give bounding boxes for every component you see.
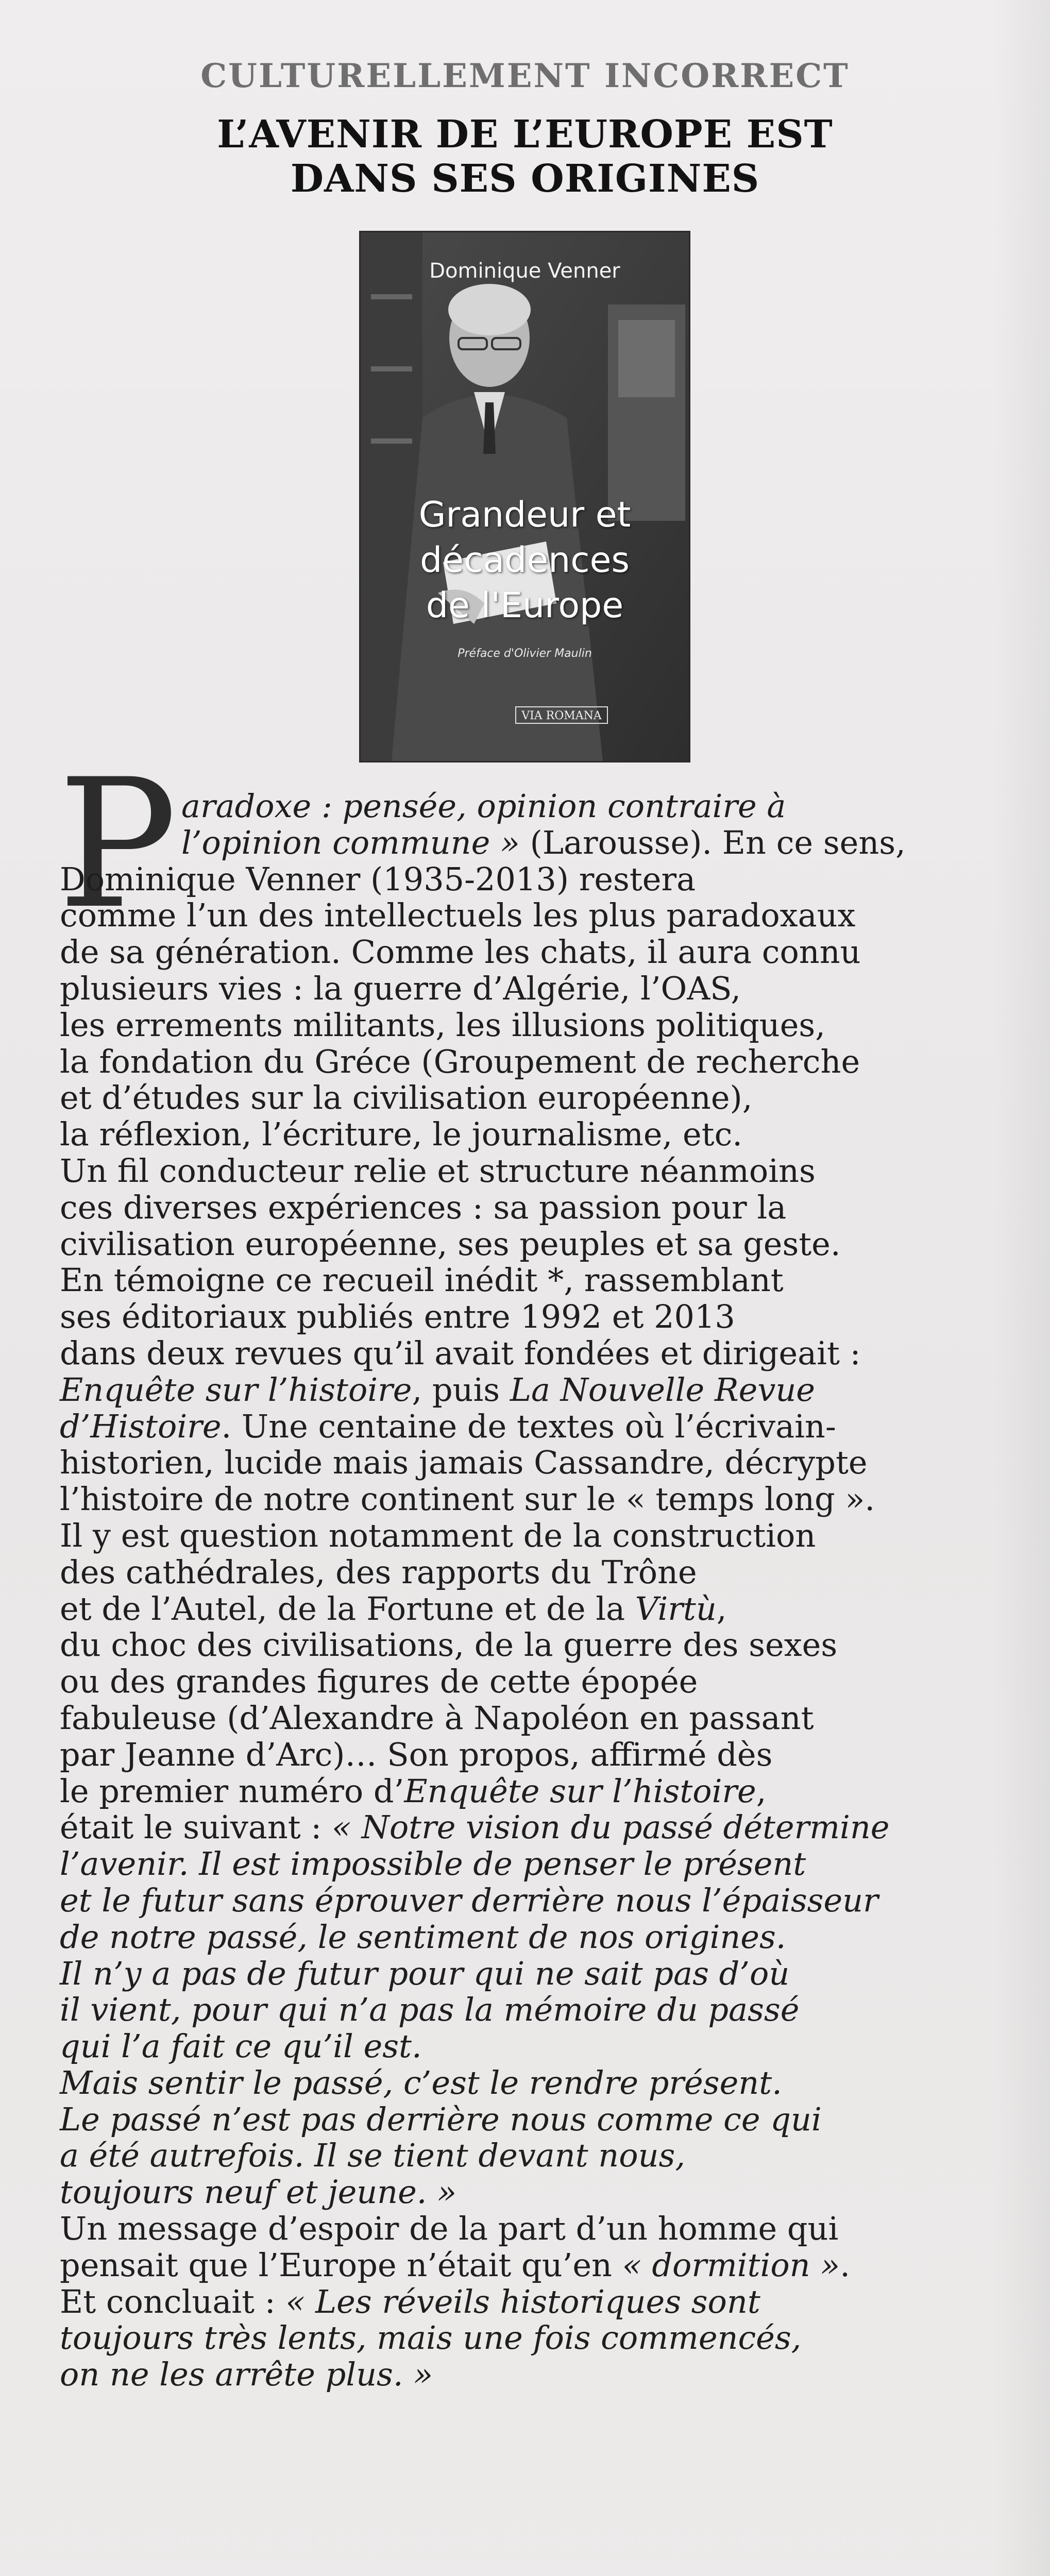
text: Dominique Venner (1935-2013) restera — [60, 860, 696, 898]
italic-text: de notre passé, le sentiment de nos origines. — [60, 1918, 786, 1956]
text: ou des grandes figures de cette épopée — [60, 1663, 698, 1701]
text: (Larousse). En ce sens, — [519, 823, 906, 861]
article-line — [60, 897, 997, 934]
article-line — [60, 2211, 997, 2247]
article-line — [60, 1226, 997, 1263]
article-line — [60, 1409, 997, 1445]
article-line — [60, 1080, 997, 1116]
text: l’histoire de notre continent sur le « temps long ». — [60, 1480, 875, 1518]
article-line — [60, 1700, 997, 1737]
article-line — [60, 2138, 997, 2174]
article-line — [60, 1262, 997, 1299]
text: , — [716, 1589, 727, 1628]
book-title-line-1: Grandeur et — [418, 495, 631, 535]
article-line — [60, 2174, 997, 2211]
text: des cathédrales, des rapports du Trône — [60, 1553, 697, 1591]
text: pensait que l’Europe n’était qu’en — [60, 2246, 622, 2284]
article-line — [60, 1445, 997, 1481]
article-line — [60, 2320, 997, 2357]
italic-text: on ne les arrête plus. » — [60, 2355, 433, 2394]
text: la fondation du Gréce (Groupement de recherche — [60, 1042, 860, 1080]
article-line — [60, 1372, 997, 1409]
article-line — [60, 2028, 997, 2065]
text: fabuleuse (d’Alexandre à Napoléon en passant — [60, 1699, 814, 1737]
text: historien, lucide mais jamais Cassandre, décrypte — [60, 1444, 868, 1482]
italic-text: toujours neuf et jeune. » — [60, 2173, 457, 2211]
article-line — [60, 2284, 997, 2320]
book-preface: Préface d'Olivier Maulin — [458, 647, 592, 660]
article-line — [60, 1153, 997, 1190]
article-line — [60, 1116, 997, 1153]
article-line — [60, 1664, 997, 1700]
article-line — [60, 1335, 997, 1372]
article-line — [60, 1190, 997, 1226]
italic-text: l’avenir. Il est impossible de penser le présent — [60, 1845, 806, 1883]
book-author: Dominique Venner — [429, 259, 620, 283]
text: Et concluait : — [60, 2282, 286, 2320]
article-line — [60, 934, 997, 971]
title-line-2: DANS SES ORIGINES — [290, 157, 760, 201]
article-line — [60, 825, 997, 861]
italic-text: il vient, pour qui n’a pas la mémoire du passé — [60, 1991, 800, 2029]
text: Il y est question notamment de la construction — [60, 1516, 816, 1554]
italic-text: et le futur sans éprouver derrière nous l’épaisseur — [60, 1881, 878, 1919]
article-line — [60, 1919, 997, 1956]
article-line — [60, 1883, 997, 1919]
text: . — [840, 2246, 850, 2284]
article-line — [60, 1044, 997, 1080]
italic-text: Enquête sur l’histoire — [404, 1772, 756, 1810]
section-kicker: CULTURELLEMENT INCORRECT — [200, 57, 850, 95]
article-line — [60, 1299, 997, 1335]
article-body — [60, 788, 997, 2393]
text: était le suivant : — [60, 1808, 332, 1846]
article-line — [60, 1992, 997, 2028]
italic-text: l’opinion commune » — [181, 823, 520, 861]
book-title — [361, 493, 689, 629]
text: par Jeanne d’Arc)… Son propos, affirmé dès — [60, 1735, 773, 1773]
italic-text: La Nouvelle Revue — [510, 1370, 815, 1409]
article-line — [60, 861, 997, 898]
article-line — [60, 1518, 997, 1554]
text: le premier numéro d’ — [60, 1772, 404, 1810]
text: du choc des civilisations, de la guerre des sexes — [60, 1626, 838, 1664]
article-line — [60, 1627, 997, 1664]
text: et de l’Autel, de la Fortune et de la — [60, 1589, 635, 1628]
article-line — [60, 2065, 997, 2102]
publisher-logo: VIA ROMANA — [515, 706, 608, 724]
italic-text: « Les réveils historiques sont — [285, 2282, 760, 2320]
text: comme l’un des intellectuels les plus paradoxaux — [60, 896, 856, 935]
text: , — [756, 1772, 767, 1810]
article-line — [60, 2247, 997, 2284]
article-title — [0, 112, 1050, 201]
italic-text: qui l’a fait ce qu’il est. — [60, 2027, 422, 2065]
italic-text: Enquête sur l’histoire — [60, 1370, 412, 1409]
article-line — [60, 1007, 997, 1044]
text: , puis — [412, 1370, 510, 1409]
text: En témoigne ce recueil inédit *, rassemblant — [60, 1261, 784, 1299]
text: ces diverses expériences : sa passion pour la — [60, 1188, 787, 1226]
italic-text: « dormition » — [622, 2246, 840, 2284]
italic-text: Mais sentir le passé, c’est le rendre présent. — [60, 2063, 782, 2102]
text: la réflexion, l’écriture, le journalisme, etc. — [60, 1115, 743, 1154]
italic-text: Le passé n’est pas derrière nous comme ce qui — [60, 2100, 822, 2138]
text: dans deux revues qu’il avait fondées et dirigeait : — [60, 1334, 861, 1372]
book-title-line-3: de l'Europe — [426, 585, 624, 626]
italic-text: toujours très lents, mais une fois commencés, — [60, 2319, 802, 2357]
article-line — [60, 1737, 997, 1773]
drop-cap: P — [58, 741, 178, 948]
article-line — [60, 1591, 997, 1628]
text: civilisation européenne, ses peuples et sa geste. — [60, 1225, 841, 1263]
italic-text: aradoxe : pensée, opinion contraire à — [181, 787, 786, 825]
article-line — [60, 971, 997, 1007]
article-line — [60, 1809, 997, 1846]
italic-text: Il n’y a pas de futur pour qui ne sait pas d’où — [60, 1954, 790, 1992]
book-title-line-2: décadences — [420, 540, 630, 581]
text: plusieurs vies : la guerre d’Algérie, l’OAS, — [60, 969, 741, 1007]
article-line — [60, 2357, 997, 2393]
article-line — [60, 1554, 997, 1591]
article-line — [60, 1956, 997, 1992]
text: . Une centaine de textes où l’écrivain- — [221, 1407, 836, 1445]
book-cover-image — [359, 231, 690, 762]
text: les errements militants, les illusions politiques, — [60, 1006, 825, 1044]
page-shadow — [993, 0, 1050, 2576]
italic-text: « Notre vision du passé détermine — [331, 1808, 890, 1846]
article-line — [60, 2102, 997, 2138]
text: et d’études sur la civilisation européenne), — [60, 1079, 753, 1117]
text: ses éditoriaux publiés entre 1992 et 2013 — [60, 1298, 735, 1336]
article-line — [60, 1773, 997, 1810]
italic-text: a été autrefois. Il se tient devant nous, — [60, 2137, 686, 2175]
title-line-1: L’AVENIR DE L’EUROPE EST — [217, 112, 833, 157]
article-line — [60, 1846, 997, 1883]
italic-text: d’Histoire — [60, 1407, 222, 1445]
text: Un fil conducteur relie et structure néanmoins — [60, 1151, 816, 1190]
article-line — [60, 788, 997, 825]
article-line — [60, 1481, 997, 1518]
italic-text: Virtù — [635, 1589, 717, 1628]
text: Un message d’espoir de la part d’un homme qui — [60, 2210, 839, 2248]
text: de sa génération. Comme les chats, il aura connu — [60, 933, 861, 971]
